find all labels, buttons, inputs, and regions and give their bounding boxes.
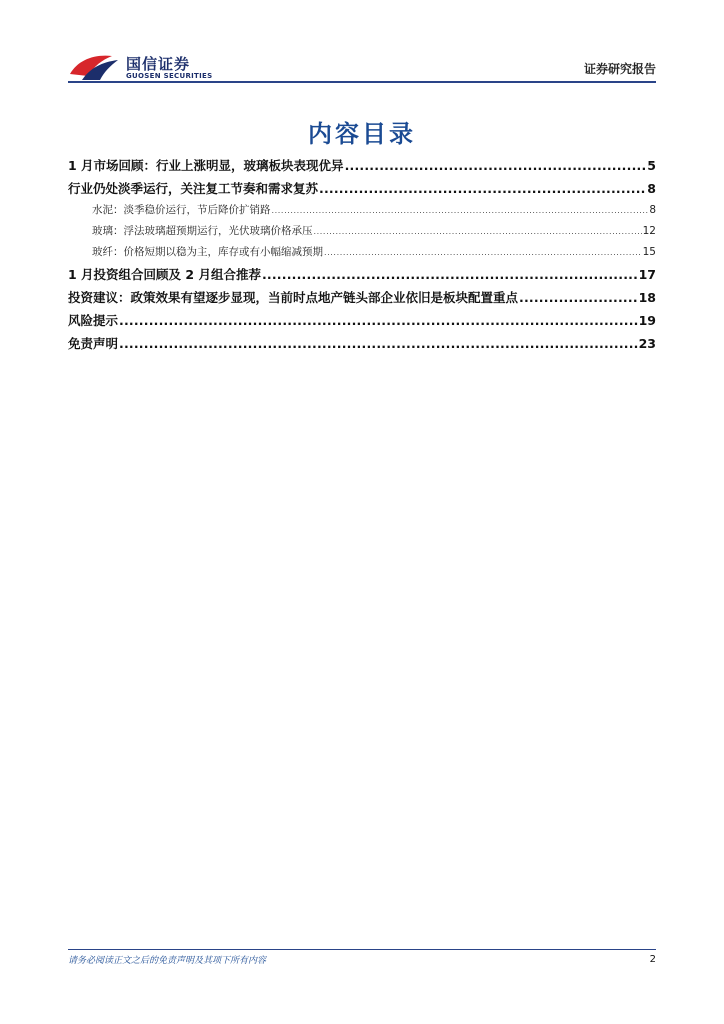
logo-subtext: GUOSEN SECURITIES [126, 72, 213, 80]
guosen-logo-icon [68, 52, 120, 82]
toc-subentry[interactable] [68, 221, 656, 242]
toc-entry-page: 15 [642, 246, 656, 258]
toc-entry-page: 12 [642, 225, 656, 237]
page-number: 2 [649, 954, 656, 965]
toc-entry-label: 行业仍处淡季运行，关注复工节奏和需求复苏 [68, 181, 319, 196]
toc-leader-dots [324, 242, 642, 263]
toc-subentry[interactable] [68, 200, 656, 221]
toc-leader-dots [119, 309, 638, 332]
toc-entry[interactable] [68, 263, 656, 286]
toc-title: 内容目录 [308, 120, 416, 148]
header-divider [68, 81, 656, 83]
toc-leader-dots [345, 154, 647, 177]
toc-subentry[interactable] [68, 242, 656, 263]
toc-leader-dots [262, 263, 638, 286]
toc-entry-label: 投资建议：政策效果有望逐步显现，当前时点地产链头部企业依旧是板块配置重点 [68, 290, 519, 305]
disclaimer-note: 请务必阅读正文之后的免责声明及其项下所有内容 [68, 956, 267, 966]
footer-divider [68, 949, 656, 950]
toc-entry-page: 19 [638, 313, 656, 328]
toc-entry-label: 风险提示 [68, 313, 119, 328]
toc-entry-label: 1 月市场回顾：行业上涨明显，玻璃板块表现优异 [68, 158, 344, 173]
toc-entry-label: 玻璃：浮法玻璃超预期运行，光伏玻璃价格承压 [92, 225, 313, 237]
toc-leader-dots [519, 286, 638, 309]
toc-entry-label: 1 月投资组合回顾及 2 月组合推荐 [68, 267, 261, 282]
toc-leader-dots [314, 221, 642, 242]
table-of-contents [68, 154, 656, 355]
toc-entry[interactable] [68, 286, 656, 309]
toc-entry-label: 免责声明 [68, 336, 119, 351]
toc-entry-label: 玻纤：价格短期以稳为主，库存或有小幅缩减预期 [92, 246, 323, 258]
logo-text: 国信证券 [126, 55, 191, 73]
toc-entry-page: 8 [649, 204, 656, 216]
toc-entry-page: 5 [647, 158, 656, 173]
toc-entry-page: 8 [647, 181, 656, 196]
toc-entry-page: 18 [638, 290, 656, 305]
toc-entry[interactable] [68, 154, 656, 177]
toc-leader-dots [272, 200, 649, 221]
report-type-label: 证券研究报告 [583, 62, 656, 76]
toc-entry-label: 水泥：淡季稳价运行，节后降价扩销路 [92, 204, 271, 216]
toc-entry[interactable] [68, 177, 656, 200]
toc-entry-page: 23 [638, 336, 656, 351]
toc-entry-page: 17 [638, 267, 656, 282]
toc-leader-dots [119, 332, 638, 355]
toc-leader-dots [319, 177, 646, 200]
page-header [68, 50, 656, 90]
toc-entry[interactable] [68, 332, 656, 355]
toc-entry[interactable] [68, 309, 656, 332]
